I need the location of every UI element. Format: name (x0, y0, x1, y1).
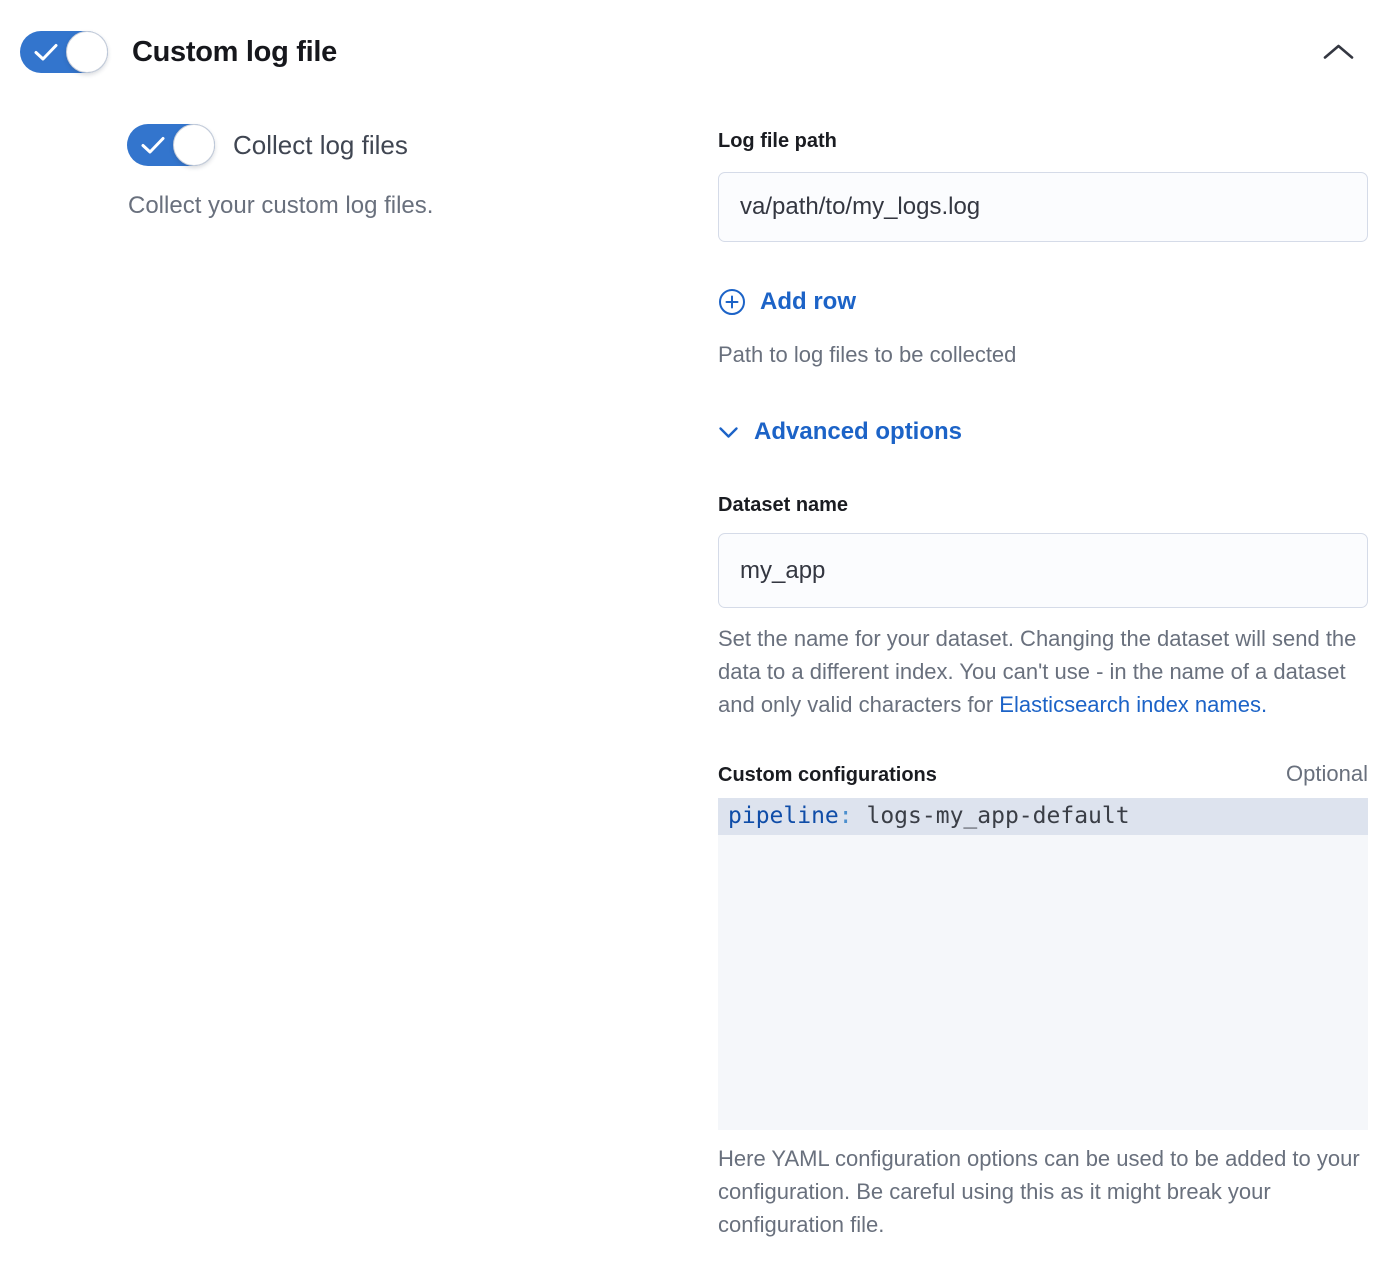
dataset-help-text: Set the name for your dataset. Changing the dataset will send the data to a different index. You can't use - in the name of a dataset and only valid characters for (718, 626, 1357, 717)
yaml-value: logs-my_app-default (866, 803, 1130, 829)
panel-header (0, 0, 1384, 74)
custom-configurations-header (718, 761, 1368, 787)
dataset-name-label: Dataset name (718, 494, 849, 516)
stream-description: Collect your custom log files. (128, 192, 434, 219)
check-icon (140, 135, 166, 155)
dataset-name-input[interactable] (718, 533, 1368, 608)
collect-row (127, 124, 718, 166)
collect-log-files-label: Collect log files (233, 129, 408, 160)
advanced-options-label: Advanced options (754, 418, 963, 445)
yaml-key: pipeline (728, 803, 839, 829)
check-icon (33, 42, 59, 62)
custom-configurations-help: Here YAML configuration options can be used to be added to your configuration. Be careful using this as it might break your configuration file. (718, 1146, 1360, 1237)
log-file-path-help: Path to log files to be collected (718, 342, 1017, 367)
stream-summary-column (127, 124, 718, 1241)
code-line (718, 798, 1368, 835)
chevron-down-icon (718, 426, 739, 439)
add-row-button[interactable] (718, 288, 856, 316)
panel-title: Custom log file (132, 35, 337, 68)
log-file-path-input[interactable] (718, 172, 1368, 242)
toggle-thumb (66, 31, 108, 73)
collect-log-files-toggle[interactable] (127, 124, 215, 166)
yaml-code-editor[interactable] (718, 798, 1368, 1130)
advanced-options-toggle[interactable] (718, 418, 962, 446)
chevron-up-icon (1322, 43, 1355, 61)
panel-body (0, 124, 1384, 1241)
dataset-name-help (718, 622, 1368, 721)
optional-badge: Optional (1286, 761, 1368, 786)
package-enabled-toggle[interactable] (20, 31, 108, 73)
custom-configurations-label: Custom configurations (718, 764, 937, 786)
elasticsearch-index-names-link[interactable]: Elasticsearch index names. (999, 692, 1268, 717)
toggle-thumb (173, 124, 215, 166)
stream-settings-column (718, 124, 1368, 1241)
plus-circle-icon (718, 288, 746, 316)
log-file-path-label: Log file path (718, 130, 837, 152)
collapse-panel-button[interactable] (1316, 30, 1360, 74)
yaml-separator: : (838, 803, 867, 829)
add-row-label: Add row (760, 288, 856, 315)
